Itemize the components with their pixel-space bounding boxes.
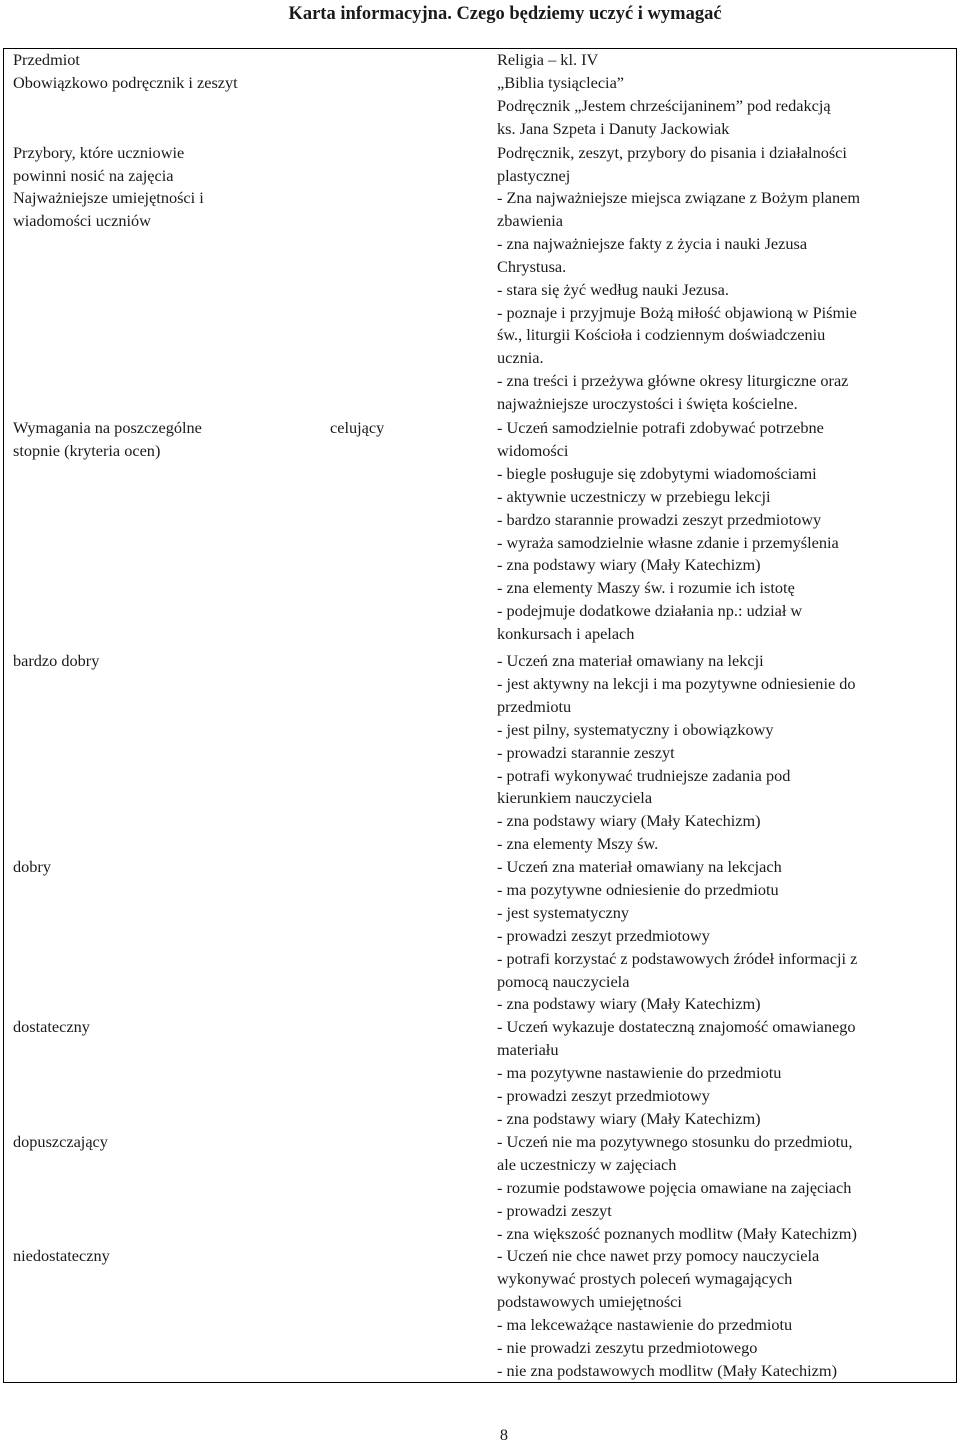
subject-value: Religia – kl. IV „Biblia tysiąclecia” Podręcznik „Jestem chrześcijaninem” pod redakcją ks. Jana Szpeta i Danuty Jackowiak — [497, 50, 831, 138]
skills-label: Najważniejsze umiejętności i wiadomości uczniów — [13, 188, 204, 230]
requirements-label: Wymagania na poszczególne stopnie (kryteria ocen) — [13, 418, 202, 460]
good-criteria: - Uczeń zna materiał omawiany na lekcjach - ma pozytywne odniesienie do przedmiotu - jest systematyczny - prowadzi zeszyt przedmiotowy - potrafi korzystać z podstawowych źródeł informacji z pomocą nauczyciela - zna podstawy wiary (Mały Katechizm) — [497, 857, 858, 1014]
subject-label: Przedmiot — [13, 50, 80, 69]
pass-criteria: - Uczeń nie ma pozytywnego stosunku do przedmiotu, ale uczestniczy w zajęciach - rozumie podstawowe pojęcia omawiane na zajęciach - prowadzi zeszyt - zna większość poznanych modlitw (Mały Katechizm) — [497, 1132, 857, 1243]
grade-very-good-label: bardzo dobry — [13, 651, 100, 670]
fail-criteria: - Uczeń nie chce nawet przy pomocy nauczyciela wykonywać prostych poleceń wymagających podstawowych umiejętności - ma lekceważące nastawienie do przedmiotu - nie prowadzi zeszytu przedmiotowego - nie zna podstawowych modlitw (Mały Katechizm) — [497, 1246, 837, 1380]
supplies-value: Podręcznik, zeszyt, przybory do pisania i działalności plastycznej — [497, 143, 847, 185]
skills-value: - Zna najważniejsze miejsca związane z Bożym planem zbawienia - zna najważniejsze fakty z życia i nauki Jezusa Chrystusa. - stara się żyć według nauki Jezusa. - poznaje i przyjmuje Bożą miłość objawioną w Piśmie św., liturgii Kościoła i codziennym doświadczeniu ucznia. - zna treści i przeżywa główne okresy liturgiczne oraz najważniejsze uroczystości i święta kościelne. — [497, 188, 860, 414]
supplies-label: Przybory, które uczniowie powinni nosić na zajęcia — [13, 143, 185, 185]
grade-sufficient-label: dostateczny — [13, 1017, 90, 1036]
grade-excellent-label: celujący — [330, 418, 385, 437]
page-title: Karta informacyjna. Czego będziemy uczyć i wymagać — [288, 4, 722, 24]
sufficient-criteria: - Uczeń wykazuje dostateczną znajomość omawianego materiału - ma pozytywne nastawienie do przedmiotu - prowadzi zeszyt przedmiotowy - zna podstawy wiary (Mały Katechizm) — [497, 1017, 856, 1128]
grade-pass-label: dopuszczający — [13, 1132, 108, 1151]
excellent-criteria: - Uczeń samodzielnie potrafi zdobywać potrzebne widomości - biegle posługuje się zdobytymi wiadomościami - aktywnie uczestniczy w przebiegu lekcji - bardzo starannie prowadzi zeszyt przedmiotowy - wyraża samodzielnie własne zdanie i przemyślenia - zna podstawy wiary (Mały Katechizm) - zna elementy Maszy św. i rozumie ich istotę - podejmuje dodatkowe działania np.: udział w konkursach i apelach — [497, 418, 839, 644]
grade-good-label: dobry — [13, 857, 51, 876]
page-number: 8 — [499, 1425, 509, 1444]
grade-fail-label: niedostateczny — [13, 1246, 110, 1265]
very-good-criteria: - Uczeń zna materiał omawiany na lekcji - jest aktywny na lekcji i ma pozytywne odniesienie do przedmiotu - jest pilny, systematyczny i obowiązkowy - prowadzi starannie zeszyt - potrafi wykonywać trudniejsze zadania pod kierunkiem nauczyciela - zna podstawy wiary (Mały Katechizm) - zna elementy Mszy św. — [497, 651, 856, 854]
mandatory-label: Obowiązkowo podręcznik i zeszyt — [13, 73, 238, 92]
